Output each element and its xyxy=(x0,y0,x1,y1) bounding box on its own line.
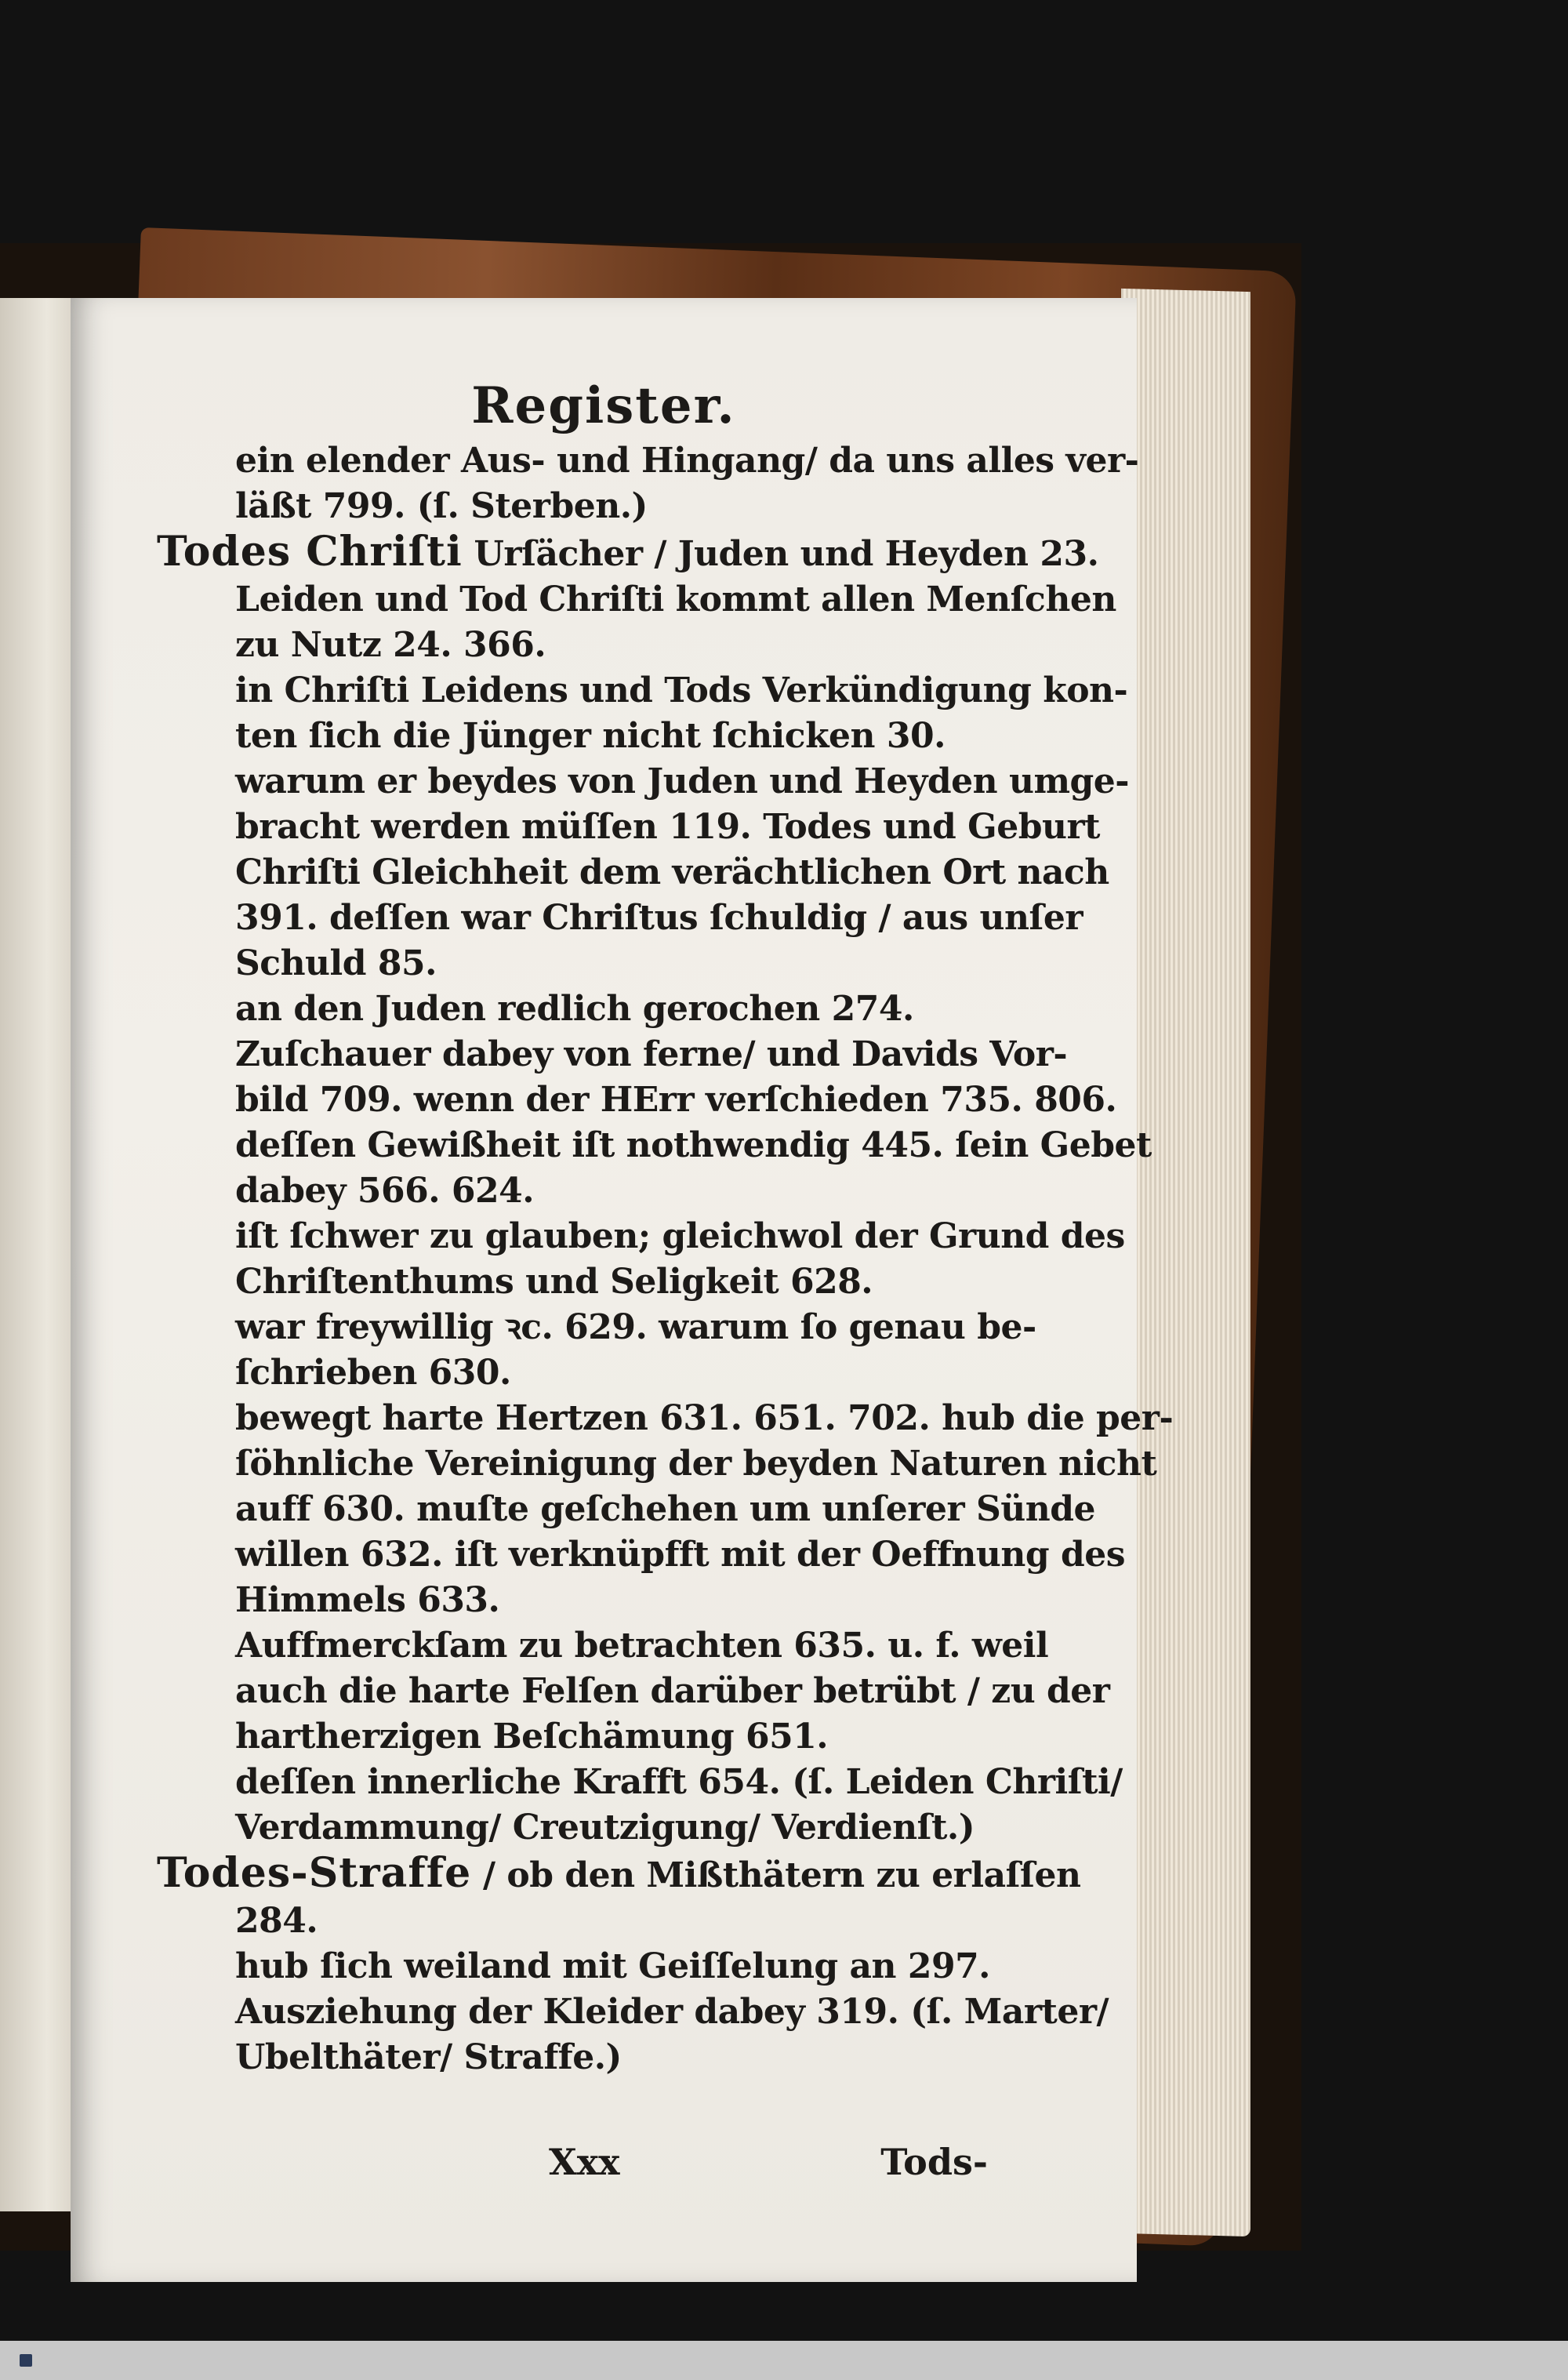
register-line xyxy=(133,438,1139,484)
register-line-text: Ubelthäter/ Straffe.) xyxy=(235,2037,622,2077)
register-line-text: / ob den Mißthätern zu erlaſſen xyxy=(471,1855,1081,1895)
register-line-text: iſt ſchwer zu glauben; gleichwol der Grund des xyxy=(235,1216,1125,1256)
register-line xyxy=(133,668,1128,714)
register-line xyxy=(133,1760,1123,1805)
register-line-text: ſöhnliche Vereinigung der beyden Naturen nicht xyxy=(235,1444,1157,1484)
register-line-text: an den Juden redlich gerochen 274. xyxy=(235,989,914,1029)
register-line xyxy=(133,1305,1036,1350)
register-line-text: auch die harte Felſen darüber betrübt / zu der xyxy=(235,1671,1110,1711)
register-line xyxy=(133,805,1100,850)
register-line-text: 391. deſſen war Chriſtus ſchuldig / aus unſer xyxy=(235,898,1083,938)
page-header: Register. xyxy=(471,376,736,435)
register-line-text: bewegt harte Hertzen 631. 651. 702. hub die per- xyxy=(235,1398,1174,1438)
register-line xyxy=(133,1899,980,1944)
library-logo-icon xyxy=(6,2345,45,2376)
register-line xyxy=(133,2035,980,2080)
register-headword: Todes-Straffe xyxy=(157,1849,472,1897)
register-line xyxy=(133,1714,980,1760)
register-line xyxy=(133,1123,1152,1168)
catchword: Tods- xyxy=(880,2141,988,2183)
viewer-bottom-bar xyxy=(0,2341,1568,2380)
register-line xyxy=(133,1259,980,1305)
register-entries xyxy=(133,438,1174,2080)
register-line xyxy=(133,1396,1174,1441)
register-line-text: hartherzigen Beſchämung 651. xyxy=(235,1717,829,1757)
register-line-text: Chriſti Gleichheit dem verächtlichen Ort nach xyxy=(235,852,1109,892)
register-line xyxy=(133,1214,1125,1259)
register-line-text: war freywillig ꝛc. 629. warum ſo genau be- xyxy=(235,1307,1036,1347)
register-line xyxy=(133,623,980,668)
register-line xyxy=(133,1578,980,1623)
register-line xyxy=(133,1623,1049,1669)
register-line-text: deſſen innerliche Krafft 654. (ſ. Leiden Chriſti/ xyxy=(235,1762,1123,1802)
register-line-text: auff 630. muſte geſchehen um unſerer Sünde xyxy=(235,1489,1095,1529)
register-headword: Todes Chriſti xyxy=(157,528,463,576)
register-line-text: willen 632. iſt verknüpfft mit der Oeffnung des xyxy=(235,1535,1126,1575)
register-line-text: Zuſchauer dabey von ferne/ und Davids Vor- xyxy=(235,1034,1068,1074)
register-line xyxy=(133,1849,1081,1899)
register-line-text: Auffmerckſam zu betrachten 635. u. f. weil xyxy=(235,1626,1049,1666)
register-line-text: Verdammung/ Creutzigung/ Verdienſt.) xyxy=(235,1808,975,1848)
logo-mark xyxy=(20,2354,32,2367)
register-line xyxy=(133,1487,1095,1532)
register-line xyxy=(133,1350,980,1396)
page-block-edges xyxy=(1121,289,1250,2236)
register-line xyxy=(133,1032,1068,1077)
register-line xyxy=(133,1077,1117,1123)
register-line xyxy=(133,714,980,759)
register-line-text: Schuld 85. xyxy=(235,943,437,983)
register-line-text: dabey 566. 624. xyxy=(235,1171,535,1211)
page-footer xyxy=(549,2141,988,2183)
register-line-text: ten ſich die Jünger nicht ſchicken 30. xyxy=(235,716,946,756)
register-line-text: warum er beydes von Juden und Heyden umge- xyxy=(235,761,1130,801)
register-line-text: Chriſtenthums und Seligkeit 628. xyxy=(235,1262,873,1302)
register-line-text: zu Nutz 24. 366. xyxy=(235,625,546,665)
register-line xyxy=(133,484,980,529)
register-line xyxy=(133,1805,980,1851)
register-line xyxy=(133,759,1130,805)
register-line xyxy=(133,896,1083,941)
register-line xyxy=(133,1944,991,1989)
register-line xyxy=(133,1669,1110,1714)
register-line-text: Ausziehung der Kleider dabey 319. (ſ. Marter/ xyxy=(235,1992,1109,2032)
page-text xyxy=(133,376,1174,2080)
register-line-text: Urſächer / Juden und Heyden 23. xyxy=(462,534,1099,574)
register-line-text: bracht werden müſſen 119. Todes und Geburt xyxy=(235,807,1100,847)
register-line-text: bild 709. wenn der HErr verſchieden 735. 806. xyxy=(235,1080,1117,1120)
signature-mark: Xxx xyxy=(549,2141,620,2183)
register-line-text: ein elender Aus- und Hingang/ da uns alles ver- xyxy=(235,441,1139,481)
register-line xyxy=(133,987,980,1032)
register-line-text: 284. xyxy=(235,1901,318,1941)
register-line-text: läßt 799. (ſ. Sterben.) xyxy=(235,486,648,526)
register-line xyxy=(133,1168,980,1214)
register-line xyxy=(133,577,1116,623)
register-line-text: deſſen Gewißheit iſt nothwendig 445. ſein Gebet xyxy=(235,1125,1152,1165)
left-page-edge xyxy=(0,298,78,2211)
register-line xyxy=(133,850,1109,896)
register-line xyxy=(133,528,1099,577)
register-line xyxy=(133,941,980,987)
register-line xyxy=(133,1532,1126,1578)
register-line-text: hub ſich weiland mit Geiſſelung an 297. xyxy=(235,1946,991,1986)
register-line-text: Himmels 633. xyxy=(235,1580,500,1620)
register-line-text: Leiden und Tod Chriſti kommt allen Menſchen xyxy=(235,580,1116,620)
register-line xyxy=(133,1989,1109,2035)
register-line-text: in Chriſti Leidens und Tods Verkündigung kon- xyxy=(235,670,1128,710)
register-line-text: ſchrieben 630. xyxy=(235,1353,511,1393)
register-line xyxy=(133,1441,1157,1487)
